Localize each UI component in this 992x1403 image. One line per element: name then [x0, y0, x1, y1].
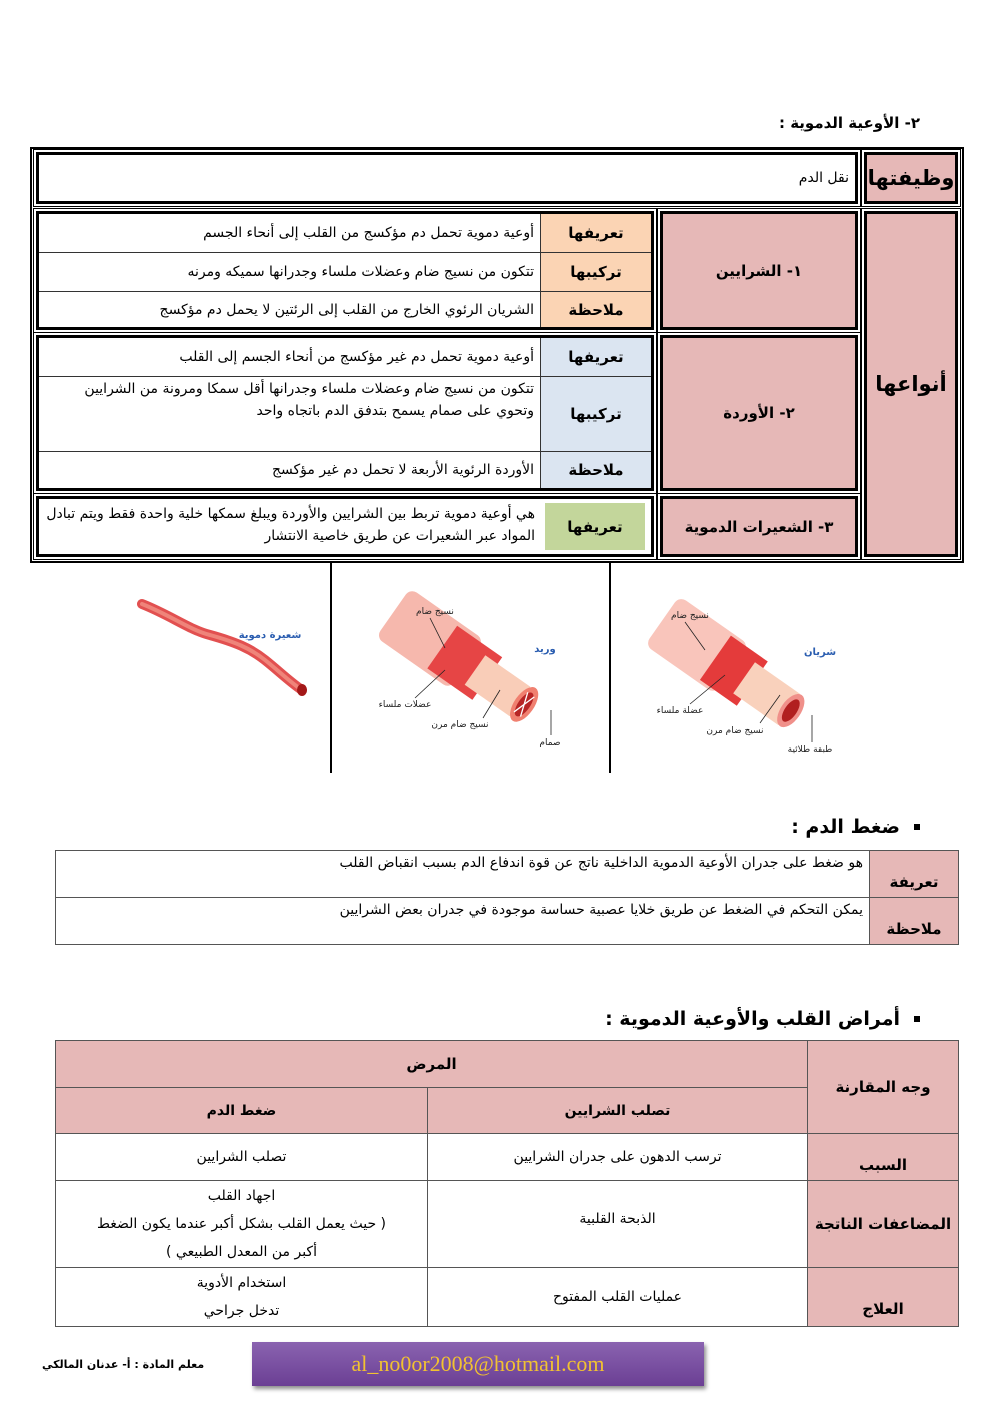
complications-atherosclerosis: الذبحة القلبية — [428, 1181, 808, 1268]
bp-note-text: يمكن التحكم في الضغط عن طريق خلايا عصبية حساسة موجودة في جدران بعض الشرايين — [56, 898, 870, 945]
artery-label-connective: نسيج ضام — [671, 611, 709, 621]
diagram-divider-right — [609, 563, 611, 773]
types-label: أنواعها — [875, 372, 947, 396]
capillary-name-cell — [660, 496, 858, 557]
bp-definition-text: هو ضغط على جدران الأوعية الدموية الداخلية ناتج عن قوة اندفاع الدم بسبب انقباض القلب — [56, 851, 870, 898]
vein-definition-text: أوعية دموية تحمل دم غير مؤكسج من أنحاء الجسم إلى القلب — [179, 349, 534, 365]
artery-label-smooth-muscle: عضلة ملساء — [656, 706, 704, 716]
artery-definition-text: أوعية دموية تحمل دم مؤكسج من القلب إلى أنحاء الجسم — [203, 225, 534, 241]
column-header-blood-pressure: ضغط الدم — [56, 1088, 428, 1134]
table-row — [56, 898, 959, 945]
table-row — [56, 1134, 959, 1181]
vein-details — [36, 335, 654, 491]
artery-title: شريان — [803, 647, 837, 658]
function-value-cell — [36, 152, 858, 204]
vein-structure-label: تركيبها — [570, 405, 622, 423]
table-row — [56, 1268, 959, 1327]
complications-blood-pressure — [56, 1181, 428, 1268]
artery-label-elastic: نسيج ضام مرن — [706, 726, 764, 736]
vein-structure-text: تتكون من نسيج ضام وعضلات ملساء وجدرانها أقل سمكا ومرونة من الشرايين — [84, 381, 534, 397]
complication-line: ( حيث يعمل القلب بشكل أكبر عندما يكون الضغط — [96, 1216, 387, 1232]
artery-details — [36, 211, 654, 330]
vein-structure-text-2: وتحوي على صمام يسمح بتدفق الدم باتجاه واحد — [256, 403, 534, 419]
vein-name-cell — [660, 335, 858, 491]
capillary-title: شعيرة دموية — [238, 630, 302, 641]
artery-note-text: الشريان الرئوي الخارج من القلب إلى الرئتين لا يحمل دم مؤكسج — [159, 301, 534, 318]
email-address: al_no0or2008@hotmail.com — [351, 1351, 605, 1376]
vein-label-elastic: نسيج ضام مرن — [431, 720, 489, 730]
artery-diagram — [630, 580, 850, 770]
capillary-diagram — [130, 590, 330, 710]
table-row — [56, 1181, 959, 1268]
vein-name: ٢- الأوردة — [723, 404, 795, 422]
teacher-name: معلم المادة : أ- عدنان المالكي — [42, 1358, 205, 1371]
diseases-table — [55, 1040, 959, 1327]
diseases-title-text: أمراض القلب والأوعية الدموية : — [605, 1008, 900, 1030]
vessels-section-title: ٢- الأوعية الدموية : — [778, 114, 920, 132]
artery-note-label: ملاحظة — [568, 300, 624, 319]
treatment-line: تدخل جراحي — [203, 1303, 280, 1319]
blood-pressure-title — [791, 816, 920, 838]
diseases-title — [605, 1008, 920, 1030]
capillary-definition-label: تعريفها — [567, 517, 623, 536]
function-label-cell — [864, 152, 958, 204]
types-label-cell — [864, 211, 958, 557]
row-label-cause: السبب — [808, 1134, 959, 1181]
complication-line: أكبر من المعدل الطبيعي ) — [166, 1244, 317, 1260]
row-label-complications: المضاعفات الناتجة — [808, 1181, 959, 1268]
bp-note-label: ملاحظة — [870, 898, 959, 945]
vein-label-connective: نسيج ضام — [416, 607, 454, 617]
blood-pressure-table — [55, 850, 959, 945]
artery-name-cell — [660, 211, 858, 330]
diagram-divider-left — [330, 563, 332, 773]
disease-header: المرض — [56, 1041, 808, 1088]
complication-line: اجهاد القلب — [207, 1188, 276, 1204]
email-banner — [252, 1342, 704, 1386]
bullet-icon — [914, 824, 920, 830]
cause-atherosclerosis: ترسب الدهون على جدران الشرايين — [428, 1134, 808, 1181]
treatment-blood-pressure — [56, 1268, 428, 1327]
capillary-definition-text: هي أوعية دموية تربط بين الشرايين والأوردة ويبلغ سمكها خلية واحدة فقط ويتم تبادل المواد عبر الشعيرات عن طريق خاصية الانتشار — [46, 506, 535, 544]
vein-diagram — [335, 570, 605, 770]
vein-label-smooth-muscle: عضلات ملساء — [378, 700, 432, 710]
vein-note-text: الأوردة الرئوية الأربعة لا تحمل دم غير مؤكسج — [271, 462, 534, 478]
blood-pressure-title-text: ضغط الدم : — [791, 816, 900, 838]
vein-note-label: ملاحظة — [568, 461, 624, 479]
function-label: وظيفتها — [867, 166, 955, 190]
bullet-icon — [914, 1016, 920, 1022]
vein-definition-label: تعريفها — [568, 348, 624, 366]
column-header-atherosclerosis: تصلب الشرايين — [428, 1088, 808, 1134]
function-value: نقل الدم — [798, 170, 849, 186]
treatment-line: استخدام الأدوية — [196, 1275, 287, 1291]
artery-structure-label: تركيبها — [570, 263, 622, 281]
vein-title: وريد — [534, 644, 556, 655]
table-row — [56, 851, 959, 898]
capillary-name: ٣- الشعيرات الدموية — [684, 517, 834, 536]
artery-name: ١- الشرايين — [715, 261, 803, 280]
capillary-details — [36, 496, 654, 557]
artery-definition-label: تعريفها — [568, 224, 624, 242]
table-row — [56, 1041, 959, 1088]
treatment-atherosclerosis: عمليات القلب المفتوح — [428, 1268, 808, 1327]
artery-structure-text: تتكون من نسيج ضام وعضلات ملساء وجدرانها سميكه ومرنه — [187, 264, 534, 280]
cause-blood-pressure: تصلب الشرايين — [56, 1134, 428, 1181]
artery-label-endothelium: طبقة طلائية — [787, 745, 833, 755]
bp-definition-label: تعريفة — [870, 851, 959, 898]
vein-label-valve: صمام — [539, 738, 561, 748]
row-label-treatment: العلاج — [808, 1268, 959, 1327]
comparison-header: وجه المقارنة — [808, 1041, 959, 1134]
